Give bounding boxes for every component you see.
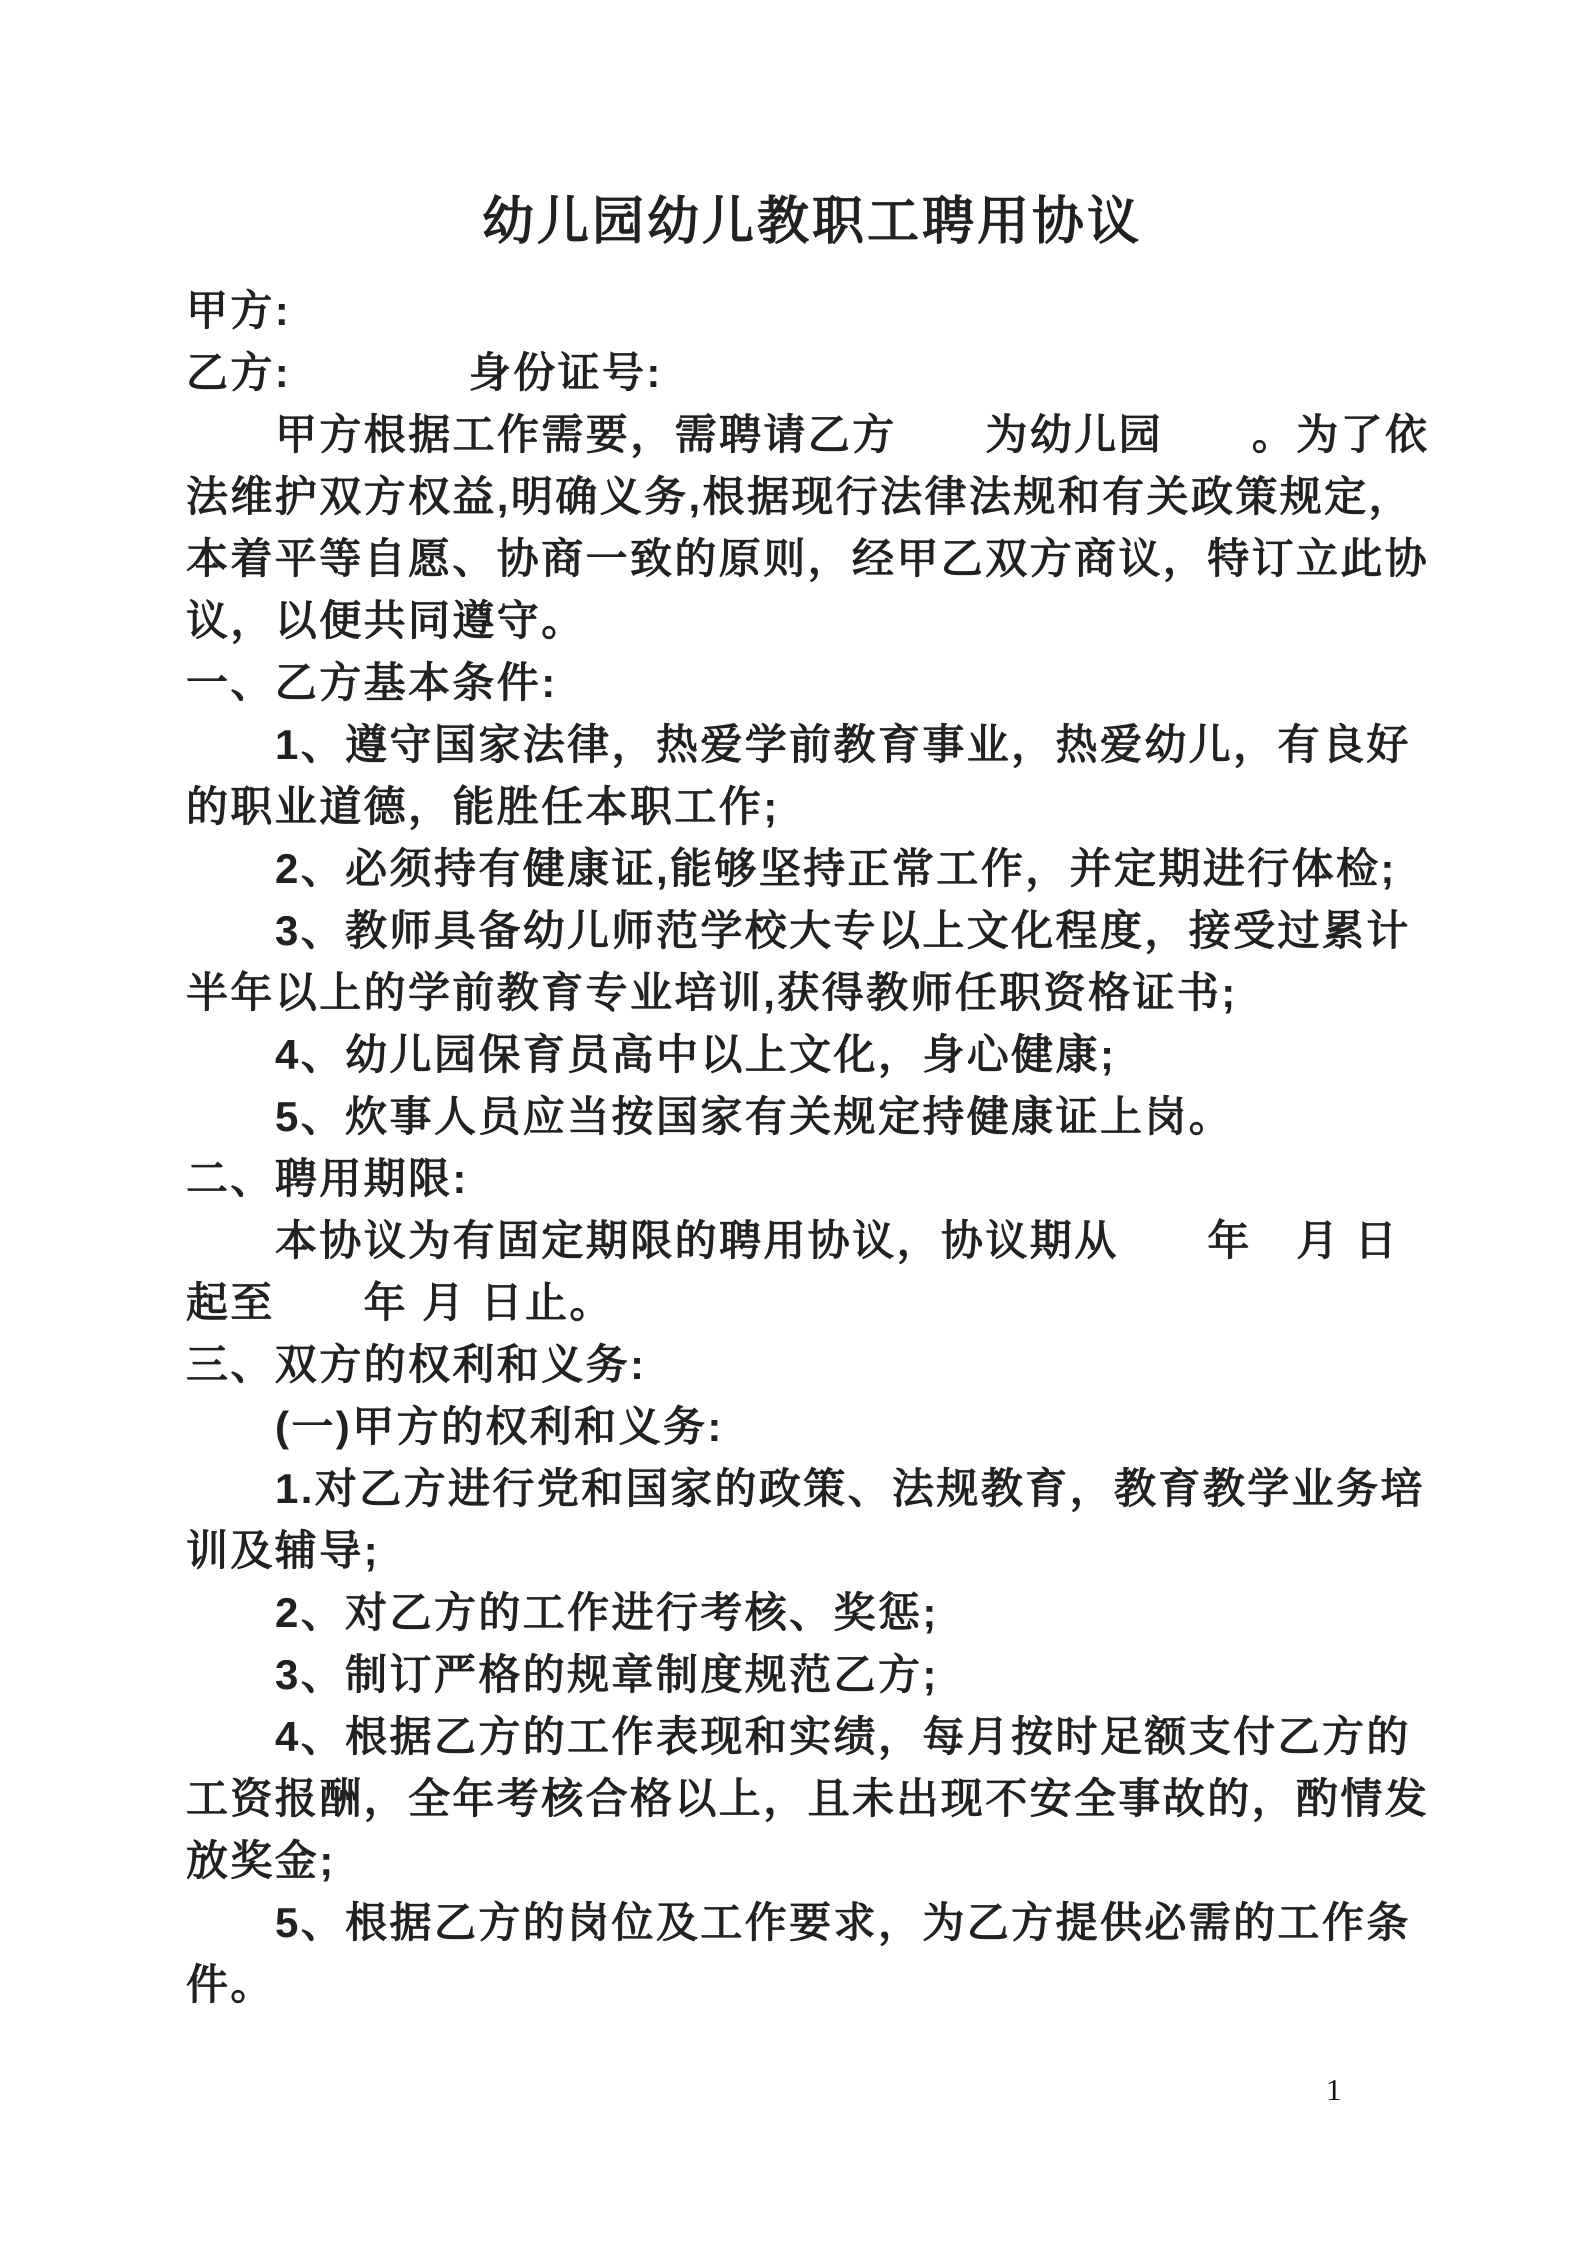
document-line: (一)甲方的权利和义务: [275, 1403, 724, 1450]
document-line: 训及辅导; [186, 1527, 380, 1574]
document-line: 放奖金; [186, 1837, 336, 1884]
document-line: 2、对乙方的工作进行考核、奖惩; [275, 1589, 939, 1636]
document-line: 3、教师具备幼儿师范学校大专以上文化程度，接受过累计 [275, 907, 1411, 954]
document-line: 三、双方的权利和义务: [186, 1341, 647, 1388]
document-line: 二、聘用期限: [186, 1155, 469, 1202]
document-line: 件。 [186, 1961, 275, 2008]
document-lines [186, 280, 1438, 2016]
document-line: 乙方: 身份证号: [186, 349, 663, 396]
document-line: 2、必须持有健康证,能够坚持正常工作，并定期进行体检; [275, 845, 1397, 892]
document-line: 1、遵守国家法律，热爱学前教育事业，热爱幼儿，有良好 [275, 721, 1411, 768]
document-line: 甲方根据工作需要，需聘请乙方 为幼儿园 。为了依 [275, 411, 1430, 458]
document-line: 4、幼儿园保育员高中以上文化，身心健康; [275, 1031, 1117, 1078]
document-line: 5、根据乙方的岗位及工作要求，为乙方提供必需的工作条 [275, 1899, 1411, 1946]
document-title: 幼儿园幼儿教职工聘用协议 [481, 193, 1142, 251]
document-line: 5、炊事人员应当按国家有关规定持健康证上岗。 [275, 1093, 1234, 1140]
document-line: 的职业道德，能胜任本职工作; [186, 783, 780, 830]
document-line: 法维护双方权益,明确义务,根据现行法律法规和有关政策规定， [186, 473, 1413, 520]
document-line: 3、制订严格的规章制度规范乙方; [275, 1651, 939, 1698]
document-line: 1.对乙方进行党和国家的政策、法规教育，教育教学业务培 [275, 1465, 1425, 1512]
document-line: 半年以上的学前教育专业培训,获得教师任职资格证书; [186, 969, 1238, 1016]
document-line: 本协议为有固定期限的聘用协议，协议期从 年 月 日 [275, 1217, 1400, 1264]
document-line: 工资报酬，全年考核合格以上，且未出现不安全事故的，酌情发 [186, 1775, 1430, 1822]
document-line: 甲方: [186, 287, 292, 334]
document-line: 起至 年 月 日止。 [186, 1279, 614, 1326]
document-line: 一、乙方基本条件: [186, 659, 558, 706]
document-line: 本着平等自愿、协商一致的原则，经甲乙双方商议，特订立此协 [186, 535, 1430, 582]
document-line: 议，以便共同遵守。 [186, 597, 586, 644]
document-content [186, 190, 1438, 2016]
document-line: 4、根据乙方的工作表现和实绩，每月按时足额支付乙方的 [275, 1713, 1411, 1760]
page-number: 1 [1326, 2072, 1342, 2107]
